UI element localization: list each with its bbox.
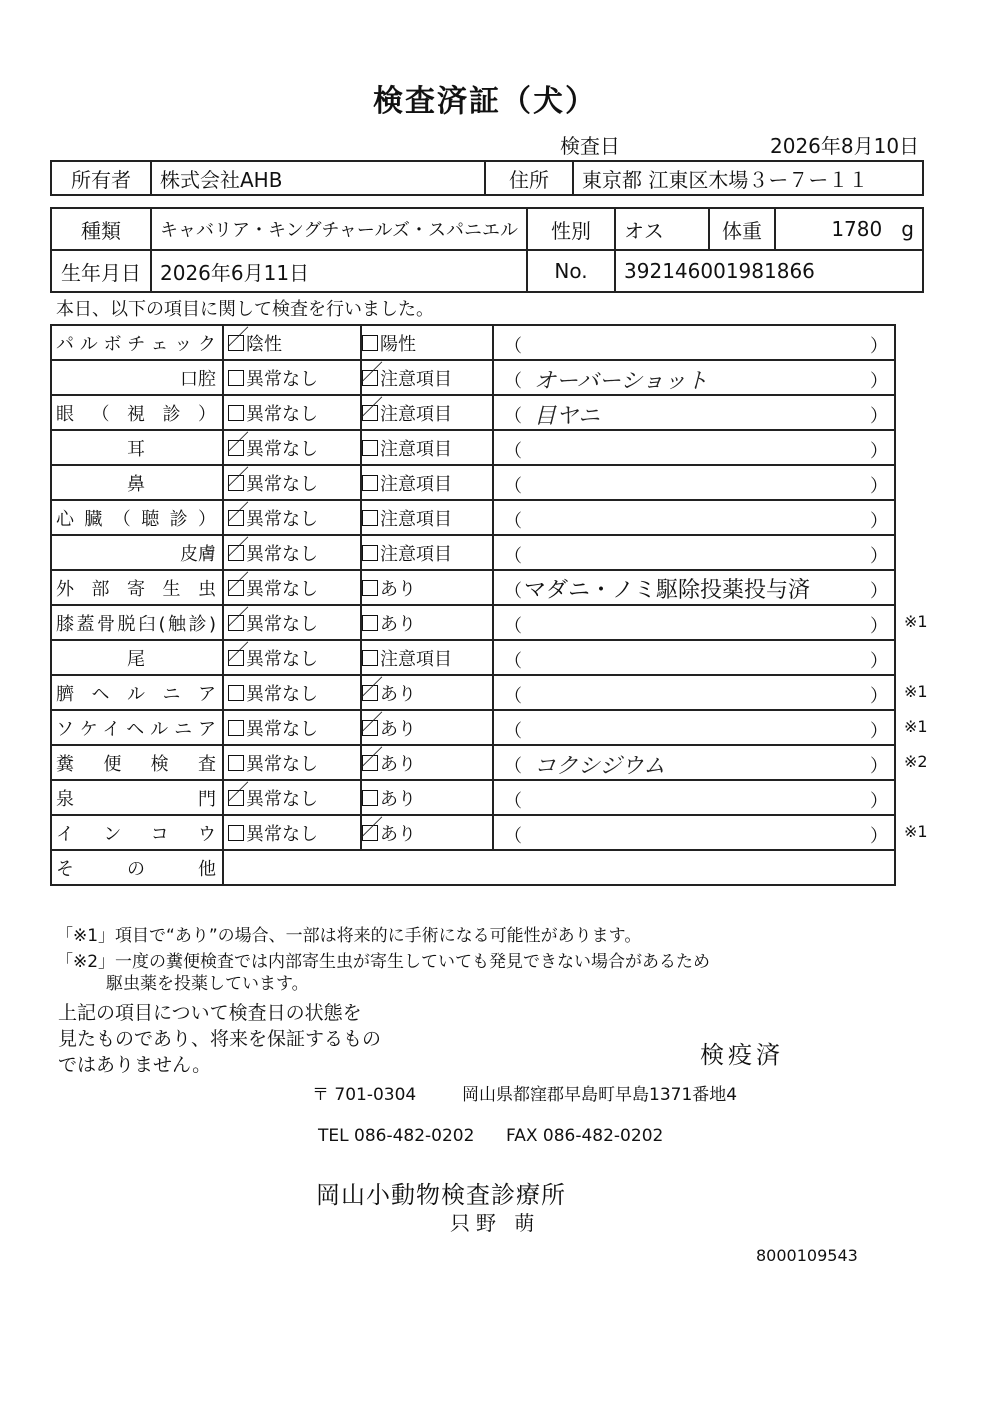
clinic-name: 岡山小動物検査診療所 (316, 1181, 566, 1209)
check-mark-icon: ／ (227, 570, 250, 596)
exam-note-cell (493, 360, 895, 395)
check-mark-icon: ／ (227, 465, 250, 491)
exam-item (51, 710, 223, 745)
paren-close: ） (870, 336, 888, 357)
exam-item-label: パルボチェック (56, 333, 216, 355)
exam-item (51, 640, 223, 675)
paren-open: （ (504, 581, 522, 602)
option-1-label: 異常なし (246, 648, 318, 670)
checkbox[interactable] (361, 745, 384, 771)
check-mark-icon: ／ (227, 605, 250, 631)
disclaimer (58, 1000, 438, 1078)
weight-cell (775, 208, 923, 250)
exam-note: コクシジウム (534, 754, 666, 779)
checkbox[interactable] (362, 790, 378, 806)
checkbox[interactable] (228, 685, 244, 701)
option-1-label: 異常なし (246, 403, 318, 425)
exam-note: マダニ・ノミ駆除投薬投与済 (524, 578, 811, 603)
footnote-2: 「※2」一度の糞便検査では内部寄生虫が寄生していても発見できない場合があるため (56, 952, 711, 972)
option-1-label: 異常なし (246, 543, 318, 565)
exam-note-cell (493, 465, 895, 500)
checkbox[interactable] (228, 755, 244, 771)
exam-option-2 (361, 710, 493, 745)
exam-option-1 (223, 675, 361, 710)
option-1-label: 異常なし (246, 613, 318, 635)
option-1-label: 異常なし (246, 683, 318, 705)
exam-option-1 (223, 640, 361, 675)
footnote-mark: ※2 (904, 752, 928, 771)
checkbox[interactable] (362, 650, 378, 666)
option-2-label: あり (380, 613, 416, 635)
disclaimer-line: 見たものであり、将来を保証するもの (58, 1028, 382, 1050)
checkbox[interactable] (228, 825, 244, 841)
exam-note-cell (493, 605, 895, 640)
exam-option-2 (361, 465, 493, 500)
exam-item (51, 500, 223, 535)
exam-option-2 (361, 745, 493, 780)
option-2-label: あり (380, 823, 416, 845)
option-2-label: あり (380, 718, 416, 740)
exam-item (51, 815, 223, 850)
clinic-address: 岡山県都窪郡早島町早島1371番地4 (462, 1085, 738, 1105)
exam-note-cell (493, 710, 895, 745)
checkbox[interactable] (361, 395, 384, 421)
option-1-label: 異常なし (246, 718, 318, 740)
paren-close: ） (870, 651, 888, 672)
check-mark-icon: ／ (227, 500, 250, 526)
exam-row (51, 325, 895, 360)
option-2-label: 注意項目 (380, 543, 452, 565)
checkbox[interactable] (361, 815, 384, 841)
exam-item (51, 570, 223, 605)
checkbox[interactable] (227, 535, 250, 561)
option-2-label: あり (380, 683, 416, 705)
clinic-tel: TEL 086-482-0202 (318, 1126, 475, 1146)
paren-open: （ (504, 826, 522, 847)
exam-row (51, 465, 895, 500)
exam-item-label: 眼（視診） (56, 403, 216, 425)
check-mark-icon: ／ (361, 710, 384, 736)
quarantine-stamp: 検疫済 (700, 1041, 784, 1069)
exam-option-2 (361, 605, 493, 640)
exam-item-label: 糞便検査 (56, 753, 216, 775)
intro-text: 本日、以下の項目に関して検査を行いました。 (56, 299, 434, 320)
exam-note-cell (493, 745, 895, 780)
exam-option-1 (223, 395, 361, 430)
paren-open: （ (504, 686, 522, 707)
weight-value: 1780 (831, 217, 883, 241)
option-1-label: 陰性 (246, 333, 282, 355)
paren-open: （ (504, 651, 522, 672)
exam-item-label: インコウ (56, 823, 216, 845)
exam-row (51, 745, 895, 780)
option-1-label: 異常なし (246, 823, 318, 845)
paren-open: （ (504, 791, 522, 812)
exam-item-label: 鼻 (127, 473, 145, 495)
weight-label: 体重 (709, 208, 775, 250)
paren-open: （ (504, 441, 522, 462)
paren-open: （ (504, 616, 522, 637)
exam-item (51, 395, 223, 430)
exam-option-2 (361, 360, 493, 395)
paren-open: （ (504, 511, 522, 532)
option-2-label: 陽性 (380, 333, 416, 355)
exam-item-label: 皮膚 (180, 543, 216, 565)
exam-item-label: 膝蓋骨脱臼(触診) (56, 613, 216, 635)
checkbox[interactable] (227, 780, 250, 806)
paren-open: （ (504, 756, 522, 777)
owner-value: 株式会社AHB (151, 161, 485, 195)
checkbox[interactable] (361, 710, 384, 736)
exam-note-cell (493, 325, 895, 360)
exam-option-1 (223, 325, 361, 360)
checkbox[interactable] (362, 545, 378, 561)
check-mark-icon: ／ (227, 325, 250, 351)
exam-row (51, 535, 895, 570)
exam-note: 目ヤニ (534, 404, 601, 429)
option-1-label: 異常なし (246, 438, 318, 460)
paren-close: ） (870, 406, 888, 427)
exam-option-1 (223, 535, 361, 570)
exam-item (51, 360, 223, 395)
exam-note-cell (493, 815, 895, 850)
exam-item (51, 535, 223, 570)
checkbox[interactable] (362, 510, 378, 526)
checkbox[interactable] (228, 405, 244, 421)
document-number: 8000109543 (756, 1246, 858, 1265)
exam-option-2 (361, 570, 493, 605)
paren-close: ） (870, 371, 888, 392)
exam-option-1 (223, 815, 361, 850)
exam-item (51, 465, 223, 500)
exam-option-2 (361, 640, 493, 675)
paren-close: ） (870, 826, 888, 847)
paren-open: （ (504, 371, 522, 392)
document-title: 検査済証（犬） (373, 84, 597, 119)
exam-option-1 (223, 465, 361, 500)
exam-option-2 (361, 780, 493, 815)
paren-close: ） (870, 721, 888, 742)
option-1-label: 異常なし (246, 578, 318, 600)
owner-table (50, 160, 924, 196)
paren-close: ） (870, 476, 888, 497)
checkbox[interactable] (227, 640, 250, 666)
option-1-label: 異常なし (246, 508, 318, 530)
exam-option-2 (361, 675, 493, 710)
paren-close: ） (870, 581, 888, 602)
exam-option-1 (223, 780, 361, 815)
exam-item-label: 外部寄生虫 (56, 578, 216, 600)
exam-item-label: 泉門 (56, 788, 216, 810)
exam-option-2 (361, 430, 493, 465)
exam-row (51, 430, 895, 465)
footnote-mark: ※1 (904, 822, 928, 841)
pet-table (50, 207, 924, 293)
exam-item-label: 尾 (127, 648, 145, 670)
exam-item (51, 780, 223, 815)
exam-row (51, 500, 895, 535)
disclaimer-line: ではありません。 (58, 1054, 212, 1076)
paren-close: ） (870, 441, 888, 462)
other-label: その他 (56, 858, 216, 880)
paren-open: （ (504, 406, 522, 427)
exam-note-cell (493, 430, 895, 465)
paren-open: （ (504, 476, 522, 497)
exam-table (50, 324, 896, 886)
exam-row (51, 640, 895, 675)
exam-option-1 (223, 745, 361, 780)
footnote-mark: ※1 (904, 612, 928, 631)
option-2-label: 注意項目 (380, 473, 452, 495)
option-2-label: 注意項目 (380, 508, 452, 530)
exam-option-2 (361, 395, 493, 430)
checkbox[interactable] (362, 580, 378, 596)
checkbox[interactable] (227, 430, 250, 456)
exam-row-other (51, 850, 895, 885)
exam-item-label (51, 850, 223, 885)
option-2-label: 注意項目 (380, 648, 452, 670)
exam-item-label: 口腔 (180, 368, 216, 390)
option-2-label: あり (380, 788, 416, 810)
doctor-name: 只野 萌 (450, 1211, 541, 1235)
exam-option-1 (223, 360, 361, 395)
checkbox[interactable] (228, 720, 244, 736)
exam-note-cell (493, 640, 895, 675)
footnote-mark: ※1 (904, 717, 928, 736)
exam-option-2 (361, 815, 493, 850)
paren-open: （ (504, 336, 522, 357)
option-2-label: 注意項目 (380, 368, 452, 390)
exam-item-label: 臍ヘルニア (56, 683, 216, 705)
check-mark-icon: ／ (227, 535, 250, 561)
exam-option-2 (361, 535, 493, 570)
breed-value: キャバリア・キングチャールズ・スパニエル (151, 208, 527, 250)
paren-open: （ (504, 546, 522, 567)
option-1-label: 異常なし (246, 788, 318, 810)
checkbox[interactable] (362, 440, 378, 456)
checkbox[interactable] (362, 475, 378, 491)
paren-close: ） (870, 616, 888, 637)
exam-note-cell (493, 780, 895, 815)
other-value (223, 850, 895, 885)
exam-row (51, 780, 895, 815)
disclaimer-line: 上記の項目について検査日の状態を (58, 1002, 362, 1024)
address-label: 住所 (485, 161, 573, 195)
exam-note-cell (493, 535, 895, 570)
exam-option-1 (223, 710, 361, 745)
checkbox[interactable] (227, 605, 250, 631)
breed-label: 種類 (51, 208, 151, 250)
exam-option-1 (223, 430, 361, 465)
exam-note-cell (493, 500, 895, 535)
paren-close: ） (870, 756, 888, 777)
check-mark-icon: ／ (227, 640, 250, 666)
exam-row (51, 395, 895, 430)
exam-item (51, 745, 223, 780)
exam-date-label: 検査日 (560, 134, 620, 158)
check-mark-icon: ／ (227, 780, 250, 806)
exam-date-value: 2026年8月10日 (770, 134, 920, 158)
exam-note-cell (493, 395, 895, 430)
check-mark-icon: ／ (361, 815, 384, 841)
checkbox[interactable] (227, 465, 250, 491)
exam-note-cell (493, 675, 895, 710)
sex-value: オス (615, 208, 709, 250)
paren-close: ） (870, 511, 888, 532)
birth-value: 2026年6月11日 (151, 250, 527, 292)
exam-item (51, 675, 223, 710)
option-1-label: 異常なし (246, 753, 318, 775)
exam-row (51, 360, 895, 395)
checkbox[interactable] (227, 570, 250, 596)
option-1-label: 異常なし (246, 368, 318, 390)
exam-option-1 (223, 605, 361, 640)
paren-close: ） (870, 546, 888, 567)
exam-item (51, 605, 223, 640)
check-mark-icon: ／ (227, 430, 250, 456)
exam-item (51, 325, 223, 360)
checkbox[interactable] (227, 500, 250, 526)
exam-row (51, 675, 895, 710)
option-1-label: 異常なし (246, 473, 318, 495)
footnote-mark: ※1 (904, 682, 928, 701)
paren-close: ） (870, 686, 888, 707)
exam-item-label: 耳 (127, 438, 145, 460)
checkbox[interactable] (228, 370, 244, 386)
exam-row (51, 815, 895, 850)
option-2-label: あり (380, 753, 416, 775)
exam-row (51, 605, 895, 640)
exam-item (51, 430, 223, 465)
sex-label: 性別 (527, 208, 615, 250)
exam-option-2 (361, 500, 493, 535)
checkbox[interactable] (362, 615, 378, 631)
exam-option-1 (223, 570, 361, 605)
clinic-fax: FAX 086-482-0202 (506, 1126, 664, 1146)
check-mark-icon: ／ (361, 675, 384, 701)
checkbox[interactable] (362, 335, 378, 351)
option-2-label: あり (380, 578, 416, 600)
exam-note-cell (493, 570, 895, 605)
postal-code: 〒 701-0304 (312, 1085, 417, 1105)
checkbox[interactable] (361, 360, 384, 386)
exam-item-label: 心臓（聴診） (56, 508, 216, 530)
no-value: 392146001981866 (615, 250, 923, 292)
exam-option-2 (361, 325, 493, 360)
weight-unit: g (901, 217, 914, 241)
checkbox[interactable] (361, 675, 384, 701)
no-label: No. (527, 250, 615, 292)
address-value: 東京都 江東区木場３ー７ー１１ (573, 161, 923, 195)
birth-label: 生年月日 (51, 250, 151, 292)
exam-row (51, 710, 895, 745)
footnote-3: 駆虫薬を投薬しています。 (106, 974, 309, 994)
option-2-label: 注意項目 (380, 403, 452, 425)
checkbox[interactable] (227, 325, 250, 351)
exam-item-label: ソケイヘルニア (56, 718, 216, 740)
paren-open: （ (504, 721, 522, 742)
check-mark-icon: ／ (361, 360, 384, 386)
option-2-label: 注意項目 (380, 438, 452, 460)
check-mark-icon: ／ (361, 745, 384, 771)
paren-close: ） (870, 791, 888, 812)
exam-note: オーバーショット (534, 369, 709, 394)
check-mark-icon: ／ (361, 395, 384, 421)
footnote-1: 「※1」項目で“あり”の場合、一部は将来的に手術になる可能性があります。 (56, 926, 642, 946)
owner-label: 所有者 (51, 161, 151, 195)
exam-row (51, 570, 895, 605)
exam-option-1 (223, 500, 361, 535)
